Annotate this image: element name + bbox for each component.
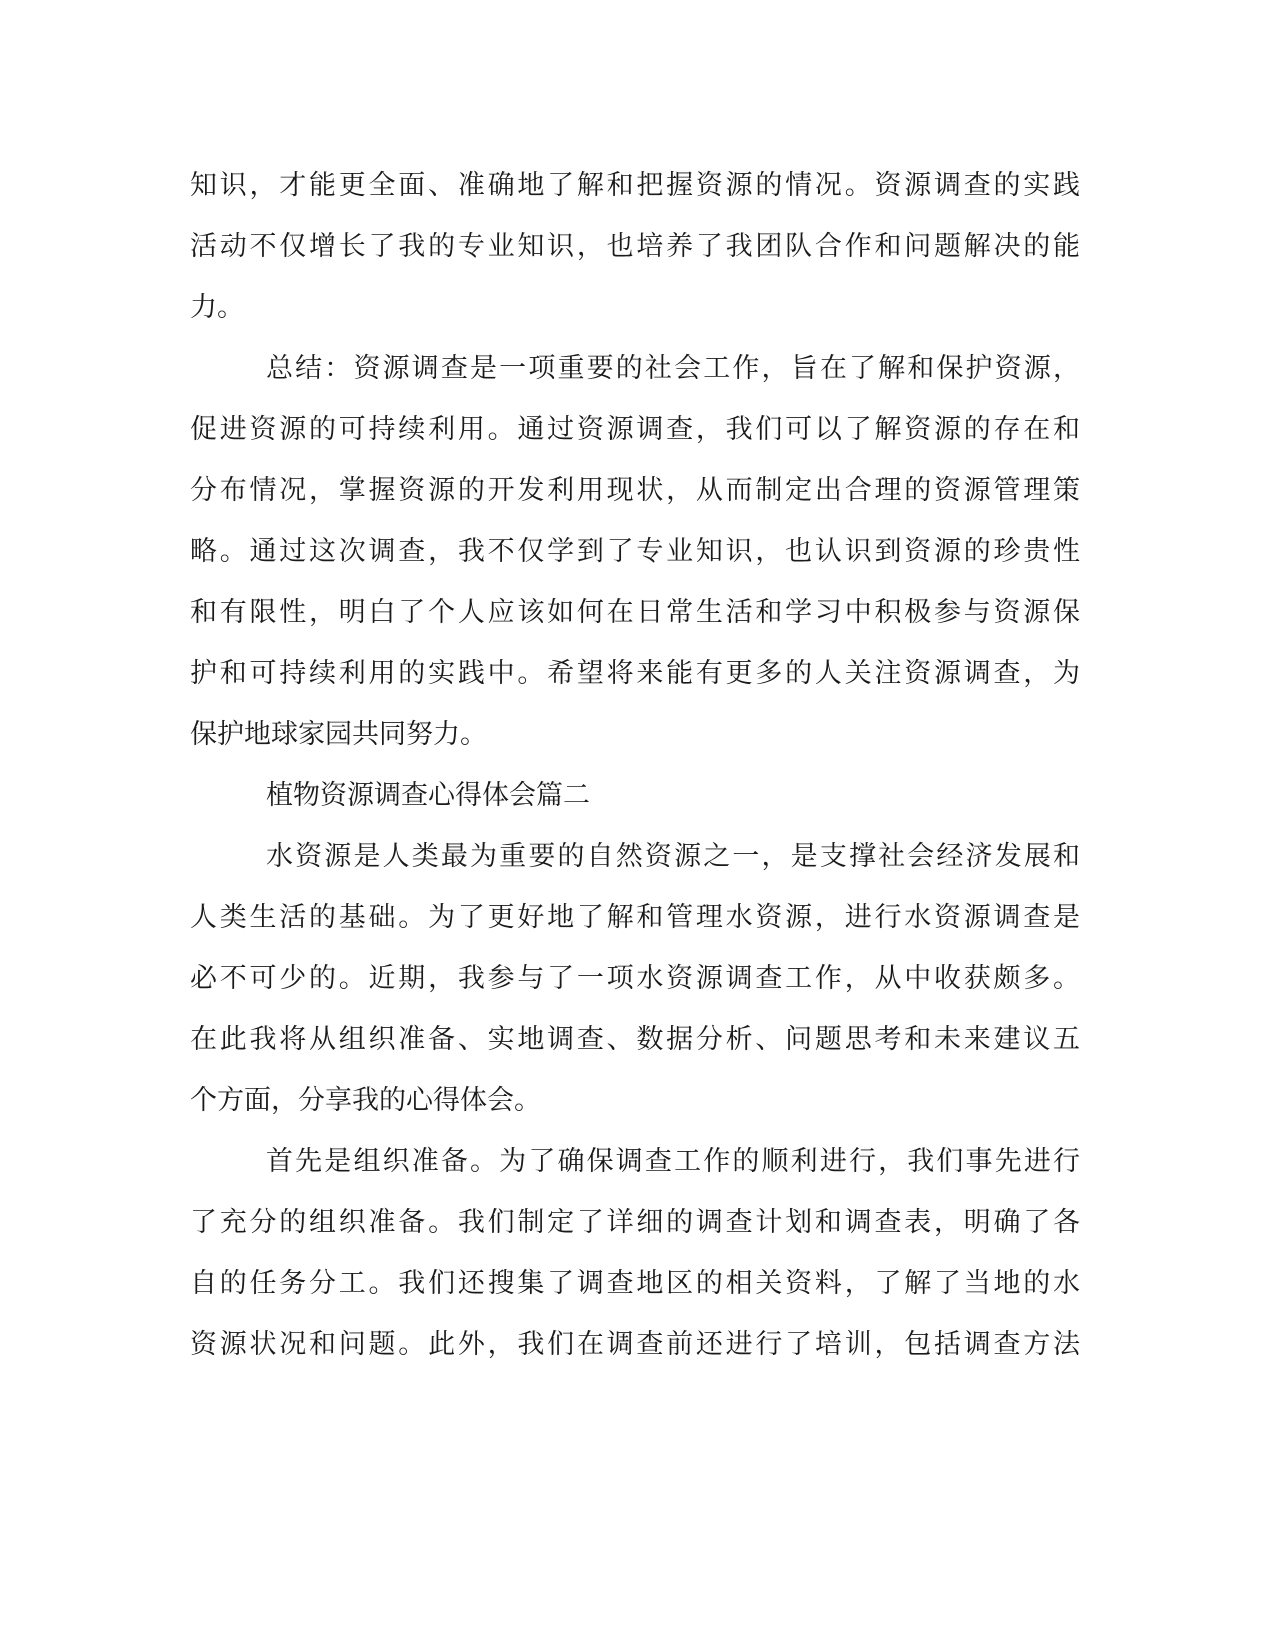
- paragraph-first-line: 总结：资源调查是一项重要的社会工作，旨在了解和保护资源，: [266, 353, 1080, 384]
- text-line: 促进资源的可持续利用。通过资源调查，我们可以了解资源的存在和: [190, 414, 1080, 445]
- text-line: 分布情况，掌握资源的开发利用现状，从而制定出合理的资源管理策: [190, 475, 1080, 506]
- section-heading: 植物资源调查心得体会篇二: [266, 780, 590, 811]
- paragraph-first-line: 水资源是人类最为重要的自然资源之一，是支撑社会经济发展和: [266, 841, 1080, 872]
- paragraph-first-line: 首先是组织准备。为了确保调查工作的顺利进行，我们事先进行: [266, 1146, 1080, 1177]
- text-line: 活动不仅增长了我的专业知识，也培养了我团队合作和问题解决的能: [190, 231, 1080, 262]
- text-line: 必不可少的。近期，我参与了一项水资源调查工作，从中收获颇多。: [190, 963, 1080, 994]
- text-line: 自的任务分工。我们还搜集了调查地区的相关资料，了解了当地的水: [190, 1268, 1080, 1299]
- text-line: 力。: [190, 292, 244, 323]
- text-line: 资源状况和问题。此外，我们在调查前还进行了培训，包括调查方法: [190, 1329, 1080, 1360]
- text-line: 和有限性，明白了个人应该如何在日常生活和学习中积极参与资源保: [190, 597, 1080, 628]
- text-line: 保护地球家园共同努力。: [190, 719, 487, 750]
- text-line: 护和可持续利用的实践中。希望将来能有更多的人关注资源调查，为: [190, 658, 1080, 689]
- text-line: 人类生活的基础。为了更好地了解和管理水资源，进行水资源调查是: [190, 902, 1080, 933]
- text-line: 略。通过这次调查，我不仅学到了专业知识，也认识到资源的珍贵性: [190, 536, 1080, 567]
- document-body: [190, 155, 1080, 1375]
- text-line: 了充分的组织准备。我们制定了详细的调查计划和调查表，明确了各: [190, 1207, 1080, 1238]
- text-line: 个方面，分享我的心得体会。: [190, 1085, 541, 1116]
- text-line: 在此我将从组织准备、实地调查、数据分析、问题思考和未来建议五: [190, 1024, 1080, 1055]
- text-line: 知识，才能更全面、准确地了解和把握资源的情况。资源调查的实践: [190, 170, 1080, 201]
